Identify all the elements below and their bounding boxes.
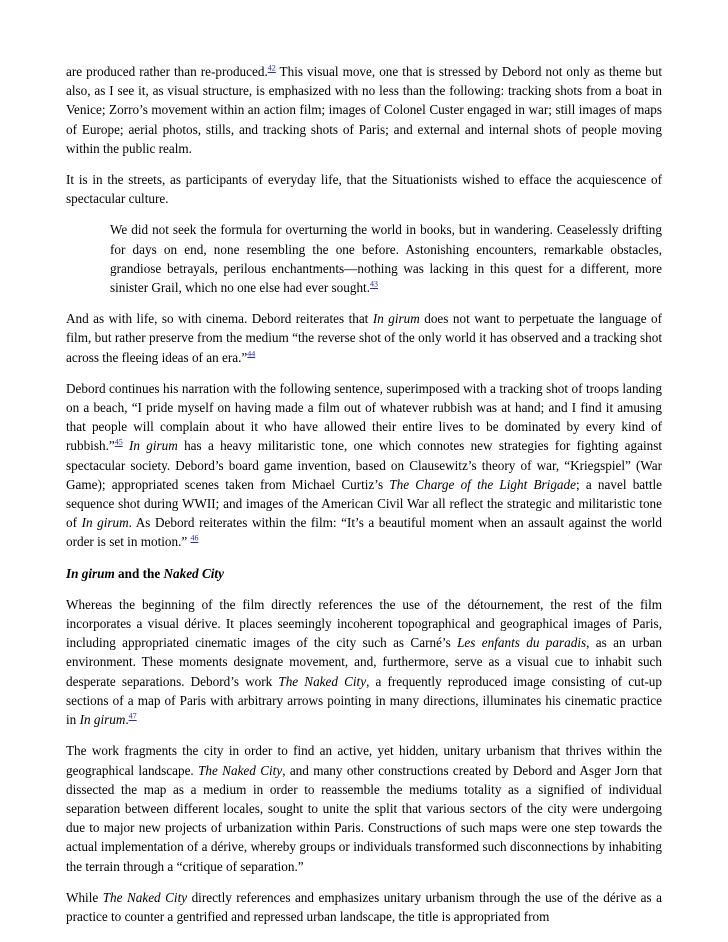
heading-italic: Naked City — [163, 565, 224, 581]
italic-title: In girum — [79, 712, 126, 728]
italic-title: The Naked City — [102, 889, 188, 905]
footnote-link[interactable]: 46 — [190, 534, 199, 544]
paragraph-6 — [66, 741, 662, 875]
footnote-link[interactable]: 47 — [128, 711, 137, 721]
text: . As Debord reiterates within the film: “It’s a beautiful moment when an assault against the world order is set in motion.” — [66, 515, 662, 550]
italic-title: Les enfants du paradis — [457, 635, 587, 651]
text: This visual move, one that is stressed by Debord not only as theme but also, as I see it, as visual structure, is emphasized with no less than the following: tracking shots from a boat in Venice; Zorro’s movement within an action film; images of Colonel Custer engaged in war; still images of maps of Europe; aerial photos, stills, and tracking shots of Paris; and external and internal shots of people moving within the public realm. — [66, 64, 662, 156]
text: The work fragments the city in order to find an active, yet hidden, unitary urbanism that thrives within the geographical landscape. — [66, 743, 662, 778]
footnote-link[interactable]: 45 — [114, 438, 123, 448]
paragraph-4 — [66, 379, 662, 552]
italic-title: In girum — [129, 438, 178, 454]
text: are produced rather than re-produced. — [66, 64, 268, 79]
text: has a heavy militaristic tone, one which connotes new strategies for fighting against spectacular society. Debord’s board game invention, based on Clausewitz’s theory of war, “Kriegspiel” (War Game); appropriated scenes taken from Michael Curtiz’s — [66, 438, 662, 492]
paragraph-7 — [66, 888, 662, 926]
quote-text: We did not seek the formula for overturning the world in books, but in wandering. Ceaselessly drifting for days on end, none resembling the one before. Astonishing encounters, remarkable obstacles, grandiose betrayals, perilous enchantments—nothing was lacking in this quest for a different, more sinister Grail, which no one else had ever sought. — [110, 222, 662, 296]
text: , a frequently reproduced image consisting of cut-up sections of a map of Paris with arbitrary arrows pointing in many directions, illuminates his cinematic practice in — [66, 673, 662, 728]
text: directly references and emphasizes unitary urbanism through the use of the dérive as a practice to counter a gentrified and repressed urban landscape, the title is appropriated from — [66, 889, 662, 924]
text: And as with life, so with cinema. Debord reiterates that — [66, 311, 373, 327]
italic-title: In girum — [81, 515, 129, 531]
text: While — [66, 889, 103, 905]
footnote-ref-44[interactable] — [247, 349, 255, 358]
footnote-ref-43[interactable] — [370, 280, 378, 289]
italic-title: In girum — [372, 311, 420, 327]
paragraph-3 — [66, 309, 662, 367]
footnote-ref-45[interactable] — [115, 438, 123, 447]
footnote-ref-46[interactable] — [191, 534, 199, 543]
text: Debord continues his narration with the following sentence, superimposed with a tracking shot of troops landing on a beach, “I pride myself on having made a film out of whatever rubbish was at hand; and I find it amusing that people will complain about it who have allowed their entire lives to be dominated by every kind of rubbish.” — [66, 380, 662, 454]
footnote-ref-42[interactable] — [268, 64, 276, 73]
paragraph-5 — [66, 595, 662, 729]
italic-title: The Naked City — [278, 673, 367, 689]
paragraph-2: It is in the streets, as participants of everyday life, that the Situationists wished to efface the acquiescence of spectacular culture. — [66, 172, 662, 207]
text: Whereas the beginning of the film directly references the use of the détournement, the rest of the film incorporates a visual dérive. It places seemingly incoherent topographical and geographical images of Paris, including appropriated cinematic images of the city such as Carné’s — [66, 596, 662, 651]
paragraph-1 — [66, 62, 662, 158]
footnote-ref-47[interactable] — [129, 712, 137, 721]
heading-italic: In girum — [66, 565, 115, 581]
footnote-link[interactable]: 44 — [247, 349, 256, 359]
footnote-link[interactable]: 42 — [267, 63, 276, 73]
heading-text: and the — [114, 565, 164, 581]
text: ; a navel battle sequence shot during WWII; and images of the American Civil War all reflect the strategic and militaristic tone of — [66, 476, 662, 531]
footnote-link[interactable]: 43 — [370, 279, 379, 289]
italic-title: The Naked City — [198, 762, 283, 778]
text: does not want to perpetuate the language of film, but rather preserve from the medium “the reverse shot of the only world it has observed and a tracking shot across the fleeing ideas of an era.” — [66, 311, 662, 365]
document-page — [66, 62, 662, 938]
section-heading — [66, 564, 662, 583]
text: . — [125, 712, 129, 728]
italic-title: The Charge of the Light Brigade — [389, 476, 576, 492]
block-quote — [110, 220, 662, 297]
text: , and many other constructions created by Debord and Asger Jorn that dissected the map as a medium in order to reassemble the mediums totality as a signified of individual separation between different locales, sought to unite the split that various sectors of the city were undergoing due to major new projects of urbanization within Paris. Constructions of such maps were one step towards the actual implementation of a dérive, whereby groups or individuals transformed such disconnections by inhabiting the terrain through a “critique of separation.” — [66, 762, 663, 874]
text: , as an urban environment. These moments designate movement, and, furthermore, serve as a visual cue to inhabit such desperate separations. Debord’s work — [66, 635, 662, 689]
